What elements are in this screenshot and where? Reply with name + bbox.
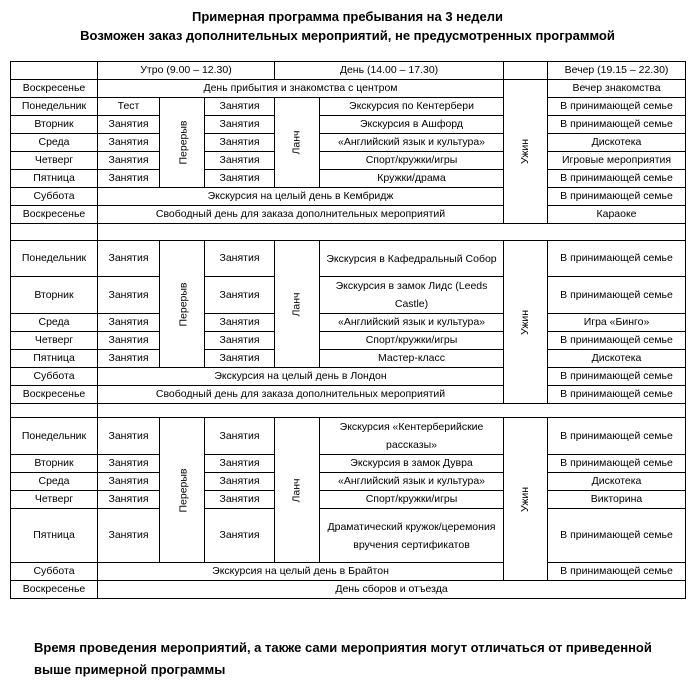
dinner-label: Ужин (519, 309, 532, 335)
day-name: Пятница (11, 509, 98, 563)
header-morning: Утро (9.00 – 12.30) (98, 62, 275, 80)
header-evening: Вечер (19.15 – 22.30) (548, 62, 686, 80)
table-row (11, 277, 686, 314)
day-name: Пятница (11, 170, 98, 188)
day-name: Воскресенье (11, 386, 98, 404)
day-name: Четверг (11, 152, 98, 170)
table-row (11, 368, 686, 386)
evening-activity: В принимающей семье (548, 563, 686, 581)
evening-activity: В принимающей семье (548, 188, 686, 206)
day-name: Вторник (11, 277, 98, 314)
day-name: Четверг (11, 491, 98, 509)
full-day-program: Свободный день для заказа дополнительных мероприятий (98, 206, 504, 224)
lunch-cell (275, 418, 320, 563)
evening-activity: В принимающей семье (548, 509, 686, 563)
table-row (11, 418, 686, 455)
morning-activity-1: Занятия (98, 332, 160, 350)
full-day-program: Экскурсия на целый день в Лондон (98, 368, 504, 386)
table-row (11, 188, 686, 206)
morning-activity-2: Занятия (205, 170, 275, 188)
day-activity: Экскурсия в Ашфорд (320, 116, 504, 134)
morning-activity-2: Занятия (205, 455, 275, 473)
evening-activity: В принимающей семье (548, 455, 686, 473)
day-name: Вторник (11, 116, 98, 134)
morning-activity-2: Занятия (205, 241, 275, 277)
header-day: День (14.00 – 17.30) (275, 62, 504, 80)
evening-activity: Игровые мероприятия (548, 152, 686, 170)
table-row (11, 116, 686, 134)
day-activity: Спорт/кружки/игры (320, 152, 504, 170)
day-activity: Экскурсия «Кентерберийские рассказы» (320, 418, 504, 455)
morning-activity-2: Занятия (205, 152, 275, 170)
morning-activity-1: Занятия (98, 314, 160, 332)
table-row (11, 455, 686, 473)
day-activity: Кружки/драма (320, 170, 504, 188)
full-day-program: Свободный день для заказа дополнительных мероприятий (98, 386, 504, 404)
morning-activity-1: Занятия (98, 491, 160, 509)
evening-activity: Дискотека (548, 473, 686, 491)
separator-cell (11, 404, 98, 418)
evening-activity: В принимающей семье (548, 170, 686, 188)
full-day-program: Экскурсия на целый день в Кембридж (98, 188, 504, 206)
table-row (11, 332, 686, 350)
table-row (11, 350, 686, 368)
day-activity: «Английский язык и культура» (320, 314, 504, 332)
evening-activity: В принимающей семье (548, 241, 686, 277)
lunch-label: Ланч (290, 292, 303, 316)
separator-cell (98, 224, 686, 241)
day-name: Среда (11, 134, 98, 152)
day-name: Воскресенье (11, 581, 98, 599)
table-row (11, 386, 686, 404)
evening-activity: Караоке (548, 206, 686, 224)
page-subtitle: Возможен заказ дополнительных мероприятий, не предусмотренных программой (80, 28, 615, 43)
day-name: Суббота (11, 563, 98, 581)
evening-activity: В принимающей семье (548, 332, 686, 350)
morning-activity-1: Занятия (98, 170, 160, 188)
day-name: Воскресенье (11, 80, 98, 98)
evening-activity: В принимающей семье (548, 368, 686, 386)
table-row (11, 473, 686, 491)
evening-activity: Дискотека (548, 134, 686, 152)
dinner-cell (504, 418, 548, 581)
morning-activity-1: Занятия (98, 116, 160, 134)
day-name: Воскресенье (11, 206, 98, 224)
day-name: Пятница (11, 350, 98, 368)
full-day-program: Экскурсия на целый день в Брайтон (98, 563, 504, 581)
table-row (11, 241, 686, 277)
day-activity: Мастер-класс (320, 350, 504, 368)
lunch-label: Ланч (290, 478, 303, 502)
lunch-cell (275, 241, 320, 368)
day-name: Понедельник (11, 418, 98, 455)
table-row (11, 98, 686, 116)
full-day-program: День прибытия и знакомства с центром (98, 80, 504, 98)
break-label: Перерыв (177, 120, 190, 165)
table-row (11, 170, 686, 188)
table-row (11, 581, 686, 599)
evening-activity: Дискотека (548, 350, 686, 368)
full-day-program: День сборов и отъезда (98, 581, 686, 599)
morning-activity-1: Занятия (98, 241, 160, 277)
evening-activity: В принимающей семье (548, 116, 686, 134)
day-activity: «Английский язык и культура» (320, 473, 504, 491)
day-name: Вторник (11, 455, 98, 473)
morning-activity-2: Занятия (205, 332, 275, 350)
morning-activity-1: Тест (98, 98, 160, 116)
morning-activity-2: Занятия (205, 509, 275, 563)
morning-activity-2: Занятия (205, 134, 275, 152)
day-activity: Экскурсия в Кафедральный Собор (320, 241, 504, 277)
table-row (11, 152, 686, 170)
table-row (11, 206, 686, 224)
week-separator-row (11, 404, 686, 418)
day-name: Среда (11, 314, 98, 332)
day-activity: Драматический кружок/церемония вручения сертификатов (320, 509, 504, 563)
dinner-label: Ужин (519, 138, 532, 165)
evening-activity: В принимающей семье (548, 386, 686, 404)
evening-activity: Игра «Бинго» (548, 314, 686, 332)
day-activity: Спорт/кружки/игры (320, 332, 504, 350)
morning-activity-1: Занятия (98, 509, 160, 563)
morning-activity-1: Занятия (98, 134, 160, 152)
morning-activity-2: Занятия (205, 418, 275, 455)
day-activity: Экскурсия в замок Дувра (320, 455, 504, 473)
table-row (11, 509, 686, 563)
day-name: Суббота (11, 188, 98, 206)
morning-activity-2: Занятия (205, 350, 275, 368)
day-activity: «Английский язык и культура» (320, 134, 504, 152)
break-label: Перерыв (177, 281, 190, 327)
morning-activity-1: Занятия (98, 418, 160, 455)
morning-activity-2: Занятия (205, 277, 275, 314)
day-name: Четверг (11, 332, 98, 350)
morning-activity-2: Занятия (205, 491, 275, 509)
morning-activity-2: Занятия (205, 314, 275, 332)
evening-activity: В принимающей семье (548, 418, 686, 455)
day-activity: Экскурсия в замок Лидс (Leeds Castle) (320, 277, 504, 314)
schedule-table (10, 61, 686, 599)
break-cell (160, 241, 205, 368)
day-name: Понедельник (11, 98, 98, 116)
morning-activity-1: Занятия (98, 277, 160, 314)
morning-activity-2: Занятия (205, 473, 275, 491)
morning-activity-2: Занятия (205, 98, 275, 116)
separator-cell (98, 404, 686, 418)
break-label: Перерыв (177, 467, 190, 513)
header-row (11, 62, 686, 80)
day-name: Понедельник (11, 241, 98, 277)
dinner-label: Ужин (519, 486, 532, 512)
week-separator-row (11, 224, 686, 241)
table-row (11, 80, 686, 98)
table-row (11, 134, 686, 152)
lunch-label: Ланч (290, 130, 303, 155)
page-title: Примерная программа пребывания на 3 недели (192, 9, 503, 24)
footer-note: Время проведения мероприятий, а также сами мероприятия могут отличаться от приведенной выше примерной программы (34, 640, 652, 677)
day-name: Среда (11, 473, 98, 491)
morning-activity-1: Занятия (98, 473, 160, 491)
day-name: Суббота (11, 368, 98, 386)
break-cell (160, 418, 205, 563)
morning-activity-1: Занятия (98, 455, 160, 473)
header-dinner-empty-cell (504, 62, 548, 80)
day-activity: Спорт/кружки/игры (320, 491, 504, 509)
evening-activity: Вечер знакомства (548, 80, 686, 98)
dinner-cell (504, 241, 548, 404)
dinner-cell (504, 80, 548, 224)
morning-activity-1: Занятия (98, 152, 160, 170)
lunch-cell (275, 98, 320, 188)
evening-activity: В принимающей семье (548, 277, 686, 314)
table-row (11, 314, 686, 332)
break-cell (160, 98, 205, 188)
table-row (11, 563, 686, 581)
evening-activity: Викторина (548, 491, 686, 509)
morning-activity-1: Занятия (98, 350, 160, 368)
table-row (11, 491, 686, 509)
separator-cell (11, 224, 98, 241)
day-activity: Экскурсия по Кентербери (320, 98, 504, 116)
header-empty-cell (11, 62, 98, 80)
evening-activity: В принимающей семье (548, 98, 686, 116)
morning-activity-2: Занятия (205, 116, 275, 134)
